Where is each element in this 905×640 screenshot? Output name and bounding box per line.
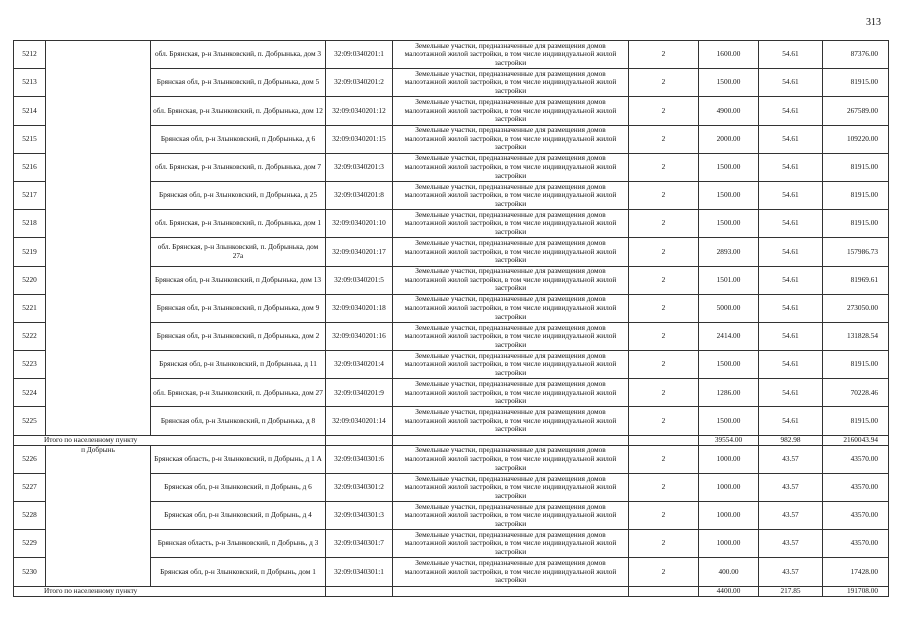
group-cell: 2 (629, 379, 699, 407)
total-row (14, 435, 889, 445)
land-use-cell: Земельные участки, предназначенные для размещения домов малоэтажной жилой застройки, в том числе индивидуальной жилой застройки (393, 445, 629, 473)
row-number: 5217 (14, 181, 46, 209)
total-rate: 217.85 (759, 586, 823, 596)
value-cell: 81915.00 (823, 69, 889, 97)
group-cell: 2 (629, 210, 699, 238)
address-cell: Брянская обл, р-н Злынковский, п Добрынька, д 25 (151, 181, 326, 209)
land-use-cell: Земельные участки, предназначенные для размещения домов малоэтажной жилой застройки, в том числе индивидуальной жилой застройки (393, 294, 629, 322)
total-empty (326, 586, 393, 596)
total-rate: 982.98 (759, 435, 823, 445)
total-row (14, 586, 889, 596)
area-cell: 1500.00 (699, 351, 759, 379)
rate-cell: 54.61 (759, 69, 823, 97)
row-number: 5213 (14, 69, 46, 97)
land-use-cell: Земельные участки, предназначенные для размещения домов малоэтажной жилой застройки, в том числе индивидуальной жилой застройки (393, 473, 629, 501)
value-cell: 267589.00 (823, 97, 889, 125)
cadastral-number-cell: 32:09:0340201:16 (326, 322, 393, 350)
address-cell: Брянская область, р-н Злынковский, п Добрынь, д 1 А (151, 445, 326, 473)
address-cell: обл. Брянская, р-н Злынковский, п. Добрынька, дом 3 (151, 41, 326, 69)
group-cell: 2 (629, 41, 699, 69)
cadastral-number-cell: 32:09:0340201:10 (326, 210, 393, 238)
row-number: 5214 (14, 97, 46, 125)
rate-cell: 54.61 (759, 238, 823, 266)
area-cell: 2414.00 (699, 322, 759, 350)
address-cell: Брянская область, р-н Злынковский, п Добрынь, д 3 (151, 530, 326, 558)
group-cell: 2 (629, 69, 699, 97)
row-number: 5215 (14, 125, 46, 153)
area-cell: 400.00 (699, 558, 759, 586)
row-number: 5226 (14, 445, 46, 473)
address-cell: Брянская обл, р-н Злынковский, п Добрынька, д 8 (151, 407, 326, 435)
total-empty (326, 435, 393, 445)
area-cell: 1500.00 (699, 69, 759, 97)
row-number: 5212 (14, 41, 46, 69)
address-cell: обл. Брянская, р-н Злынковский, п. Добрынька, дом 27 (151, 379, 326, 407)
address-cell: обл. Брянская, р-н Злынковский, п. Добрынька, дом 12 (151, 97, 326, 125)
cadastral-number-cell: 32:09:0340201:9 (326, 379, 393, 407)
area-cell: 1000.00 (699, 445, 759, 473)
area-cell: 1500.00 (699, 153, 759, 181)
group-cell: 2 (629, 502, 699, 530)
rate-cell: 43.57 (759, 502, 823, 530)
area-cell: 5000.00 (699, 294, 759, 322)
group-cell: 2 (629, 153, 699, 181)
address-cell: обл. Брянская, р-н Злынковский, п. Добрынька, дом 1 (151, 210, 326, 238)
cadastral-number-cell: 32:09:0340201:18 (326, 294, 393, 322)
rate-cell: 54.61 (759, 41, 823, 69)
rate-cell: 54.61 (759, 210, 823, 238)
group-cell: 2 (629, 322, 699, 350)
total-value: 191708.00 (823, 586, 889, 596)
value-cell: 43570.00 (823, 445, 889, 473)
group-cell: 2 (629, 181, 699, 209)
table-row (14, 41, 889, 69)
value-cell: 81915.00 (823, 210, 889, 238)
cadastral-number-cell: 32:09:0340201:5 (326, 266, 393, 294)
row-number: 5230 (14, 558, 46, 586)
table-row (14, 445, 889, 473)
rate-cell: 54.61 (759, 125, 823, 153)
row-number: 5224 (14, 379, 46, 407)
group-cell: 2 (629, 238, 699, 266)
value-cell: 43570.00 (823, 502, 889, 530)
address-cell: Брянская обл, р-н Злынковский, п Добрынька, дом 2 (151, 322, 326, 350)
cadastral-number-cell: 32:09:0340201:14 (326, 407, 393, 435)
area-cell: 2000.00 (699, 125, 759, 153)
row-number: 5218 (14, 210, 46, 238)
total-empty (629, 435, 699, 445)
land-use-cell: Земельные участки, предназначенные для размещения домов малоэтажной жилой застройки, в том числе индивидуальной жилой застройки (393, 558, 629, 586)
value-cell: 109220.00 (823, 125, 889, 153)
value-cell: 81915.00 (823, 153, 889, 181)
land-use-cell: Земельные участки, предназначенные для размещения домов малоэтажной жилой застройки, в том числе индивидуальной жилой застройки (393, 379, 629, 407)
row-number: 5222 (14, 322, 46, 350)
land-use-cell: Земельные участки, предназначенные для размещения домов малоэтажной жилой застройки, в том числе индивидуальной жилой застройки (393, 97, 629, 125)
value-cell: 81969.61 (823, 266, 889, 294)
cadastral-number-cell: 32:09:0340201:15 (326, 125, 393, 153)
rate-cell: 54.61 (759, 294, 823, 322)
value-cell: 131828.54 (823, 322, 889, 350)
area-cell: 2893.00 (699, 238, 759, 266)
group-cell: 2 (629, 445, 699, 473)
area-cell: 1600.00 (699, 41, 759, 69)
land-parcels-table (13, 40, 889, 597)
row-number: 5228 (14, 502, 46, 530)
address-cell: Брянская обл, р-н Злынковский, п Добрынь, д 6 (151, 473, 326, 501)
area-cell: 1000.00 (699, 473, 759, 501)
rate-cell: 54.61 (759, 351, 823, 379)
page-number: 313 (866, 17, 881, 28)
value-cell: 81915.00 (823, 181, 889, 209)
rate-cell: 54.61 (759, 181, 823, 209)
rate-cell: 43.57 (759, 530, 823, 558)
rate-cell: 54.61 (759, 153, 823, 181)
rate-cell: 43.57 (759, 445, 823, 473)
total-label: Итого по населенному пункту (14, 586, 326, 596)
address-cell: Брянская обл, р-н Злынковский, п Добрынька, дом 5 (151, 69, 326, 97)
value-cell: 273050.00 (823, 294, 889, 322)
group-cell: 2 (629, 266, 699, 294)
address-cell: Брянская обл, р-н Злынковский, п Добрынька, дом 13 (151, 266, 326, 294)
value-cell: 43570.00 (823, 473, 889, 501)
land-use-cell: Земельные участки, предназначенные для размещения домов малоэтажной жилой застройки, в том числе индивидуальной жилой застройки (393, 41, 629, 69)
total-area: 4400.00 (699, 586, 759, 596)
locality-name (46, 41, 151, 436)
land-use-cell: Земельные участки, предназначенные для размещения домов малоэтажной жилой застройки, в том числе индивидуальной жилой застройки (393, 351, 629, 379)
area-cell: 1501.00 (699, 266, 759, 294)
address-cell: Брянская обл, р-н Злынковский, п Добрынь, д 4 (151, 502, 326, 530)
address-cell: обл. Брянская, р-н Злынковский, п. Добрынька, дом 7 (151, 153, 326, 181)
cadastral-number-cell: 32:09:0340201:12 (326, 97, 393, 125)
rate-cell: 54.61 (759, 407, 823, 435)
rate-cell: 54.61 (759, 266, 823, 294)
group-cell: 2 (629, 294, 699, 322)
row-number: 5221 (14, 294, 46, 322)
land-use-cell: Земельные участки, предназначенные для размещения домов малоэтажной жилой застройки, в том числе индивидуальной жилой застройки (393, 266, 629, 294)
rate-cell: 43.57 (759, 558, 823, 586)
value-cell: 87376.00 (823, 41, 889, 69)
row-number: 5223 (14, 351, 46, 379)
locality-name: п Добрынь (46, 445, 151, 586)
cadastral-number-cell: 32:09:0340201:17 (326, 238, 393, 266)
land-use-cell: Земельные участки, предназначенные для размещения домов малоэтажной жилой застройки, в том числе индивидуальной жилой застройки (393, 181, 629, 209)
rate-cell: 54.61 (759, 322, 823, 350)
row-number: 5216 (14, 153, 46, 181)
group-cell: 2 (629, 125, 699, 153)
group-cell: 2 (629, 530, 699, 558)
land-use-cell: Земельные участки, предназначенные для размещения домов малоэтажной жилой застройки, в том числе индивидуальной жилой застройки (393, 125, 629, 153)
address-cell: Брянская обл, р-н Злынковский, п Добрынька, дом 9 (151, 294, 326, 322)
value-cell: 43570.00 (823, 530, 889, 558)
land-use-cell: Земельные участки, предназначенные для размещения домов малоэтажной жилой застройки, в том числе индивидуальной жилой застройки (393, 407, 629, 435)
row-number: 5229 (14, 530, 46, 558)
address-cell: Брянская обл, р-н Злынковский, п Добрынь, дом 1 (151, 558, 326, 586)
rate-cell: 54.61 (759, 97, 823, 125)
group-cell: 2 (629, 407, 699, 435)
cadastral-number-cell: 32:09:0340201:1 (326, 41, 393, 69)
area-cell: 1500.00 (699, 210, 759, 238)
total-area: 39554.00 (699, 435, 759, 445)
rate-cell: 54.61 (759, 379, 823, 407)
group-cell: 2 (629, 473, 699, 501)
cadastral-number-cell: 32:09:0340301:7 (326, 530, 393, 558)
row-number: 5225 (14, 407, 46, 435)
land-use-cell: Земельные участки, предназначенные для размещения домов малоэтажной жилой застройки, в том числе индивидуальной жилой застройки (393, 530, 629, 558)
area-cell: 1286.00 (699, 379, 759, 407)
cadastral-number-cell: 32:09:0340301:6 (326, 445, 393, 473)
cadastral-number-cell: 32:09:0340201:8 (326, 181, 393, 209)
cadastral-number-cell: 32:09:0340201:2 (326, 69, 393, 97)
total-value: 2160043.94 (823, 435, 889, 445)
total-empty (393, 435, 629, 445)
value-cell: 17428.00 (823, 558, 889, 586)
land-use-cell: Земельные участки, предназначенные для размещения домов малоэтажной жилой застройки, в том числе индивидуальной жилой застройки (393, 322, 629, 350)
address-cell: Брянская обл, р-н Злынковский, п Добрынька, д 6 (151, 125, 326, 153)
cadastral-number-cell: 32:09:0340301:3 (326, 502, 393, 530)
cadastral-number-cell: 32:09:0340301:2 (326, 473, 393, 501)
cadastral-number-cell: 32:09:0340201:4 (326, 351, 393, 379)
cadastral-number-cell: 32:09:0340301:1 (326, 558, 393, 586)
value-cell: 81915.00 (823, 351, 889, 379)
land-use-cell: Земельные участки, предназначенные для размещения домов малоэтажной жилой застройки, в том числе индивидуальной жилой застройки (393, 238, 629, 266)
value-cell: 81915.00 (823, 407, 889, 435)
address-cell: обл. Брянская, р-н Злынковский, п. Добрынька, дом 27а (151, 238, 326, 266)
value-cell: 70228.46 (823, 379, 889, 407)
land-use-cell: Земельные участки, предназначенные для размещения домов малоэтажной жилой застройки, в том числе индивидуальной жилой застройки (393, 153, 629, 181)
total-empty (393, 586, 629, 596)
group-cell: 2 (629, 97, 699, 125)
area-cell: 4900.00 (699, 97, 759, 125)
land-use-cell: Земельные участки, предназначенные для размещения домов малоэтажной жилой застройки, в том числе индивидуальной жилой застройки (393, 210, 629, 238)
land-use-cell: Земельные участки, предназначенные для размещения домов малоэтажной жилой застройки, в том числе индивидуальной жилой застройки (393, 69, 629, 97)
group-cell: 2 (629, 351, 699, 379)
address-cell: Брянская обл, р-н Злынковский, п Добрынька, д 11 (151, 351, 326, 379)
rate-cell: 43.57 (759, 473, 823, 501)
row-number: 5227 (14, 473, 46, 501)
total-label: Итого по населенному пункту (14, 435, 326, 445)
area-cell: 1500.00 (699, 181, 759, 209)
area-cell: 1000.00 (699, 530, 759, 558)
area-cell: 1000.00 (699, 502, 759, 530)
row-number: 5219 (14, 238, 46, 266)
total-empty (629, 586, 699, 596)
cadastral-number-cell: 32:09:0340201:3 (326, 153, 393, 181)
group-cell: 2 (629, 558, 699, 586)
land-use-cell: Земельные участки, предназначенные для размещения домов малоэтажной жилой застройки, в том числе индивидуальной жилой застройки (393, 502, 629, 530)
value-cell: 157986.73 (823, 238, 889, 266)
area-cell: 1500.00 (699, 407, 759, 435)
row-number: 5220 (14, 266, 46, 294)
